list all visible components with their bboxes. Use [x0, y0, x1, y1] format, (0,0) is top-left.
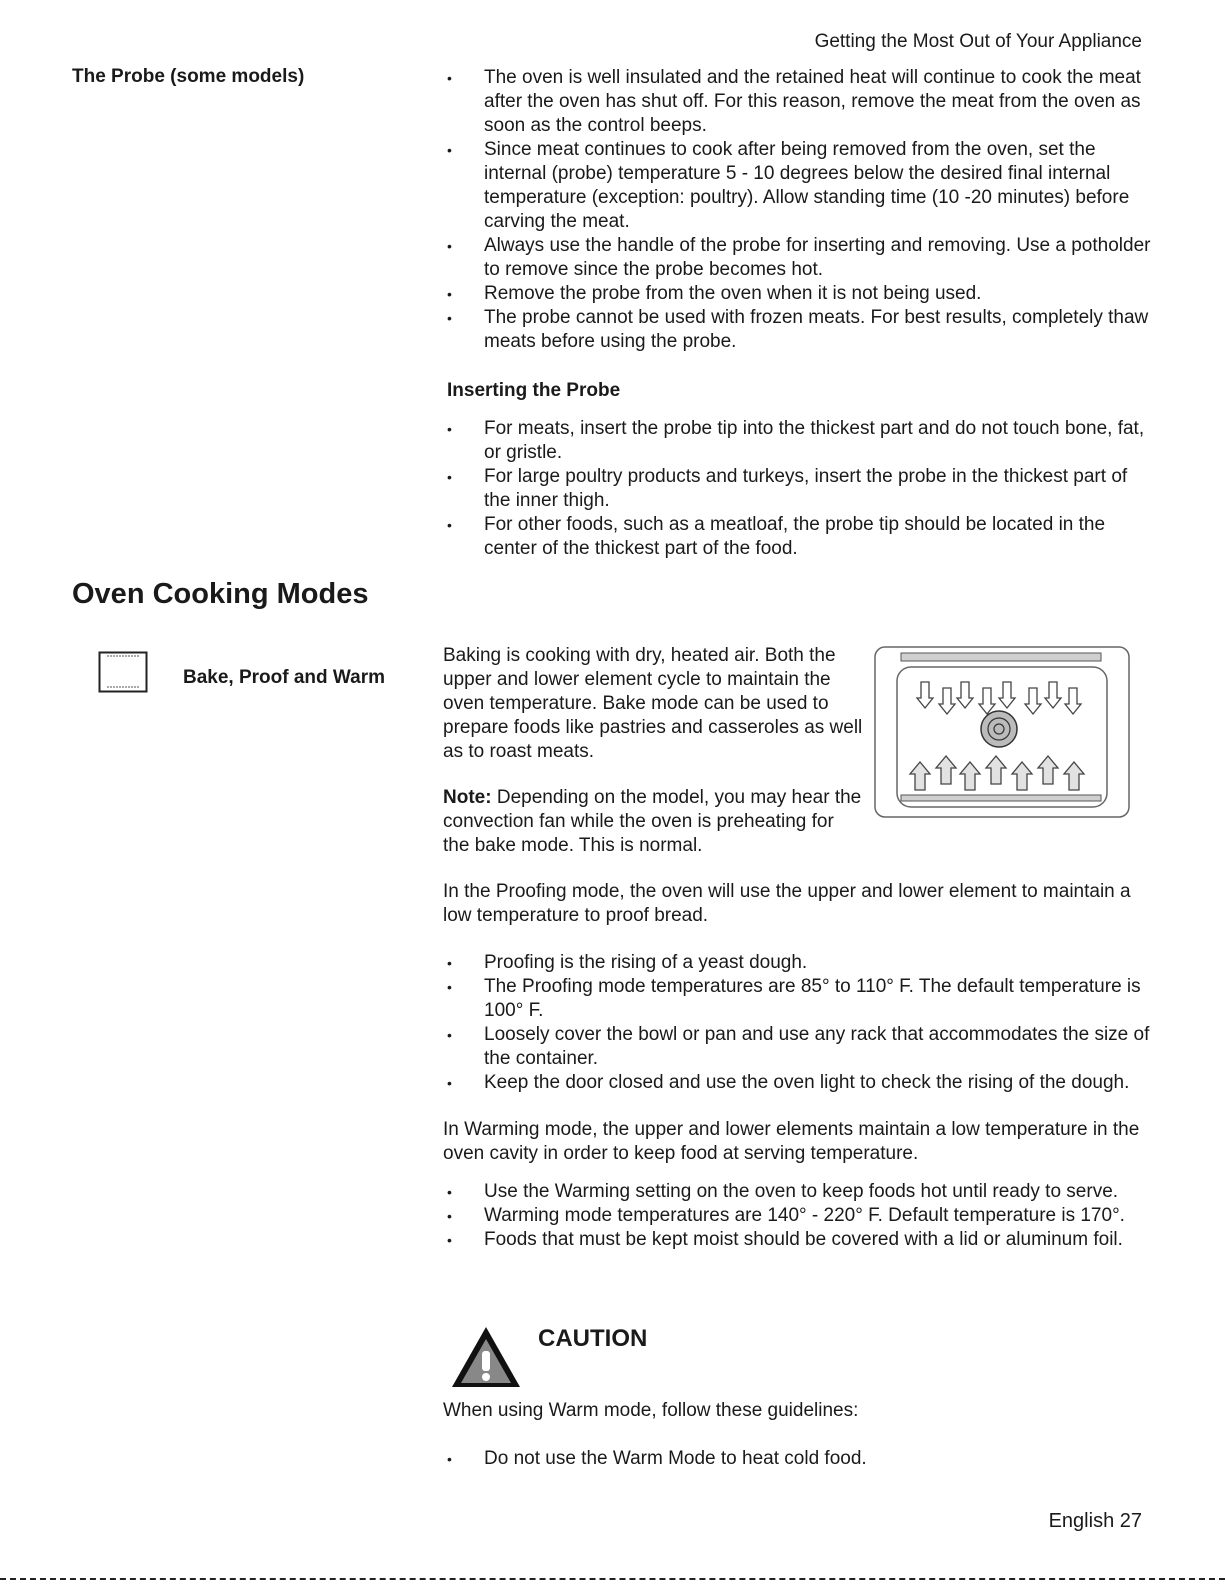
list-item: • Since meat continues to cook after being removed from the oven, set the internal (probe) temperature 5 - 10 degrees below the desired final internal temperature (exception: poultry). Allow standing time (10 -20 minutes) before carving the meat.	[447, 138, 1152, 234]
bake-paragraph: Baking is cooking with dry, heated air. Both the upper and lower element cycle to maintain the oven temperature. Bake mode can be used to prepare foods like pastries and casseroles as well as to roast meats.	[443, 645, 863, 762]
list-item: • Keep the door closed and use the oven light to check the rising of the dough.	[447, 1071, 1155, 1095]
proof-paragraph: In the Proofing mode, the oven will use the upper and lower element to maintain a low temperature to proof bread.	[443, 881, 1131, 926]
list-item: • Always use the handle of the probe for inserting and removing. Use a potholder to remove since the probe becomes hot.	[447, 234, 1152, 282]
bake-mode-icon	[98, 651, 148, 693]
list-item: • Foods that must be kept moist should be covered with a lid or aluminum foil.	[447, 1228, 1155, 1252]
list-item: • Do not use the Warm Mode to heat cold food.	[447, 1447, 1155, 1471]
mode-heading: Bake, Proof and Warm	[183, 667, 386, 688]
note-text: Depending on the model, you may hear the convection fan while the oven is preheating for the bake mode. This is normal.	[443, 787, 862, 856]
proof-bullet-list	[447, 951, 1155, 1095]
bake-text-block	[443, 644, 863, 858]
list-item: • Loosely cover the bowl or pan and use any rack that accommodates the size of the container.	[447, 1023, 1155, 1071]
oven-bake-diagram	[873, 645, 1133, 820]
list-item: • Warming mode temperatures are 140° - 220° F. Default temperature is 170°.	[447, 1204, 1155, 1228]
list-item: • For other foods, such as a meatloaf, the probe tip should be located in the center of the thickest part of the food.	[447, 513, 1152, 561]
probe-bullet-list	[447, 66, 1152, 354]
list-item: • Use the Warming setting on the oven to keep foods hot until ready to serve.	[447, 1180, 1155, 1204]
list-item: • The probe cannot be used with frozen meats. For best results, completely thaw meats before using the probe.	[447, 306, 1152, 354]
section-title: Oven Cooking Modes	[72, 578, 369, 610]
list-item: • For meats, insert the probe tip into the thickest part and do not touch bone, fat, or gristle.	[447, 417, 1152, 465]
list-item: • Proofing is the rising of a yeast dough.	[447, 951, 1155, 975]
caution-body	[443, 1399, 1155, 1471]
running-header: Getting the Most Out of Your Appliance	[814, 31, 1142, 52]
note-paragraph	[443, 786, 863, 858]
list-item: • The Proofing mode temperatures are 85° to 110° F. The default temperature is 100° F.	[447, 975, 1155, 1023]
bottom-rule	[0, 1578, 1225, 1580]
list-item: • For large poultry products and turkeys, insert the probe in the thickest part of the inner thigh.	[447, 465, 1152, 513]
note-label: Note:	[443, 787, 492, 808]
page-number: English 27	[1048, 1510, 1142, 1532]
modes-body	[443, 880, 1155, 1252]
list-item: • Remove the probe from the oven when it is not being used.	[447, 282, 1152, 306]
warm-bullet-list	[447, 1180, 1155, 1252]
probe-body	[447, 66, 1152, 561]
caution-bullet-list	[447, 1447, 1155, 1471]
probe-side-heading: The Probe (some models)	[72, 66, 305, 87]
warning-triangle-icon	[450, 1325, 522, 1389]
inserting-probe-heading: Inserting the Probe	[447, 380, 621, 401]
inserting-bullet-list	[447, 417, 1152, 561]
warm-paragraph: In Warming mode, the upper and lower elements maintain a low temperature in the oven cavity in order to keep food at serving temperature.	[443, 1119, 1140, 1164]
caution-title: CAUTION	[538, 1325, 648, 1352]
caution-intro: When using Warm mode, follow these guidelines:	[443, 1400, 859, 1421]
list-item: • The oven is well insulated and the retained heat will continue to cook the meat after the oven has shut off. For this reason, remove the meat from the oven as soon as the control beeps.	[447, 66, 1152, 138]
